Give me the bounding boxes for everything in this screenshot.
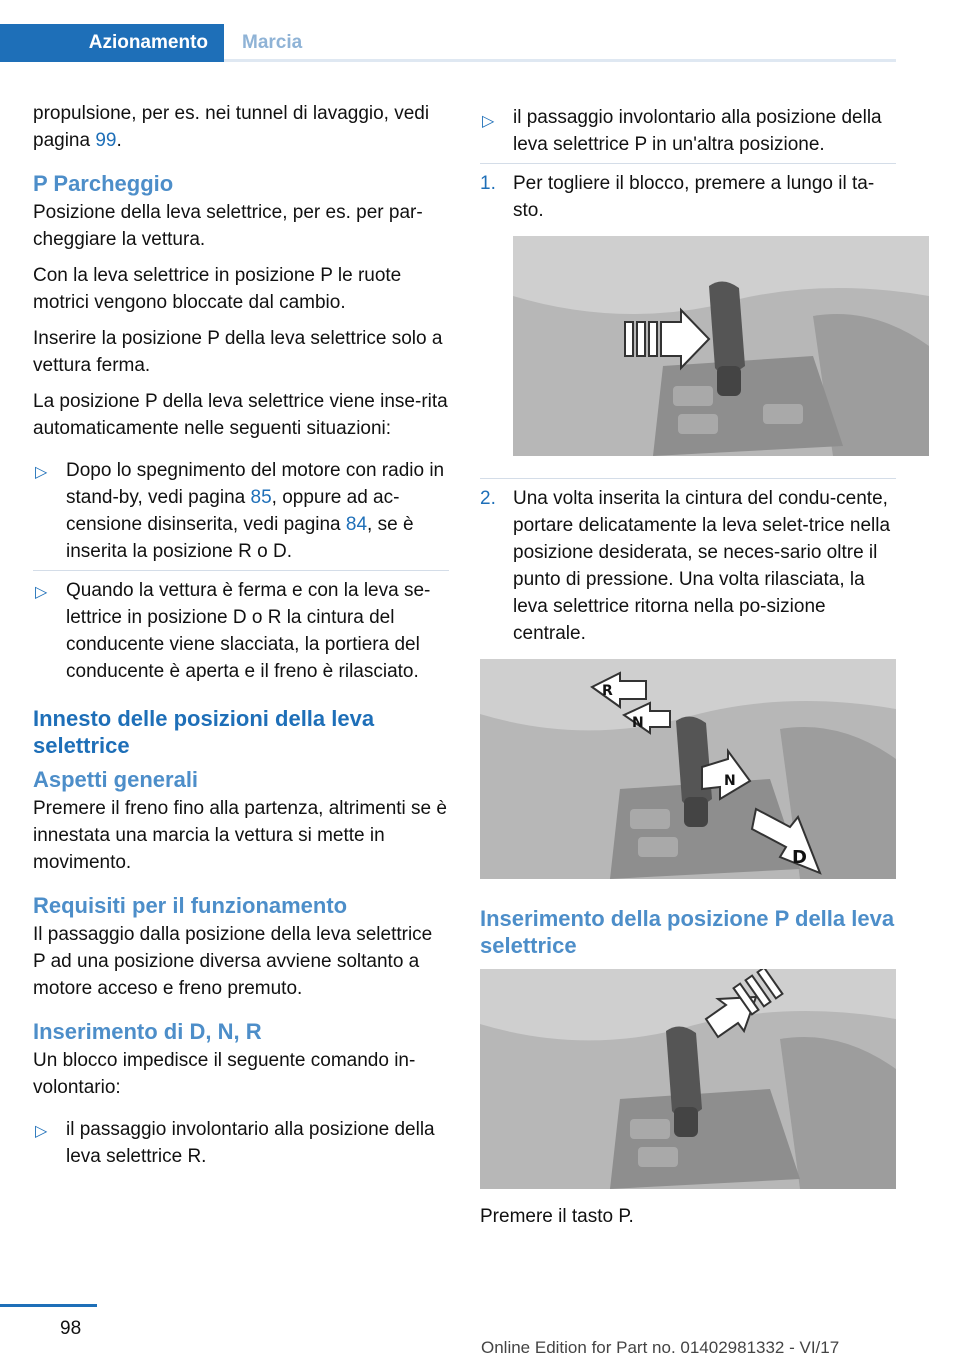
triangle-bullet-icon: ▷ bbox=[35, 1123, 48, 1140]
list-item: ▷ il passaggio involontario alla posizione della leva selettrice P in un'altra posizione. bbox=[482, 107, 882, 155]
steps-list bbox=[480, 163, 896, 901]
step-number: 1. bbox=[480, 173, 496, 194]
page-link-84[interactable]: 84 bbox=[345, 514, 368, 535]
right-column bbox=[480, 100, 896, 1239]
position-r-label: R bbox=[602, 683, 613, 699]
list-item: ▷ Dopo lo spegnimento del motore con radio in stand-by, vedi pagina 85, oppure ad ac-censione disinserita, vedi pagina 84, se è inserita la posizione R o D. bbox=[35, 460, 445, 562]
page-header bbox=[0, 0, 960, 62]
position-n-bottom-label: N bbox=[724, 773, 736, 789]
footer-divider bbox=[0, 1304, 97, 1307]
page-link-99[interactable]: 99 bbox=[95, 130, 117, 151]
press-p-instruction: Premere il tasto P. bbox=[480, 1206, 634, 1227]
p-paragraph-2: Con la leva selettrice in posizione P le ruote motrici vengono bloccate dal cambio. bbox=[33, 265, 402, 313]
p-button-figure bbox=[480, 969, 896, 1189]
triangle-bullet-icon: ▷ bbox=[35, 464, 48, 481]
tab-marcia[interactable]: Marcia bbox=[242, 32, 303, 53]
tab-azionamento[interactable]: Azionamento bbox=[0, 24, 224, 62]
p-paragraph-4: La posizione P della leva selettrice viene inse-rita automaticamente nelle seguenti situazioni: bbox=[33, 391, 448, 439]
section-heading: Innesto delle posizioni della leva selettrice bbox=[33, 706, 375, 758]
dnr-heading: Inserimento di D, N, R bbox=[33, 1019, 262, 1044]
list-item: ▷ il passaggio involontario alla posizione della leva selettrice R. bbox=[35, 1119, 435, 1167]
step-number: 2. bbox=[480, 488, 496, 509]
page-link-85[interactable]: 85 bbox=[250, 487, 272, 508]
block-list-right bbox=[480, 100, 896, 163]
p-paragraph-3: Inserire la posizione P della leva selettrice solo a vettura ferma. bbox=[33, 328, 443, 376]
requirements-heading: Requisiti per il funzionamento bbox=[33, 893, 348, 918]
auto-p-list bbox=[33, 451, 449, 690]
gear-lever-unlock-figure bbox=[513, 236, 929, 456]
general-heading: Aspetti generali bbox=[33, 767, 199, 792]
edition-text: Online Edition for Part no. 01402981332 - VI/17 bbox=[481, 1338, 840, 1357]
p-insert-heading: Inserimento della posizione P della leva selettrice bbox=[480, 906, 895, 958]
dnr-paragraph: Un blocco impedisce il seguente comando in-volontario: bbox=[33, 1050, 416, 1098]
p-paragraph-1: Posizione della leva selettrice, per es. per par-cheggiare la vettura. bbox=[33, 202, 423, 250]
page-number: 98 bbox=[60, 1318, 82, 1339]
header-divider bbox=[224, 59, 896, 62]
block-list-left bbox=[33, 1110, 449, 1175]
p-parking-heading: P Parcheggio bbox=[33, 171, 174, 196]
triangle-bullet-icon: ▷ bbox=[482, 113, 495, 130]
general-paragraph: Premere il freno fino alla partenza, altrimenti se è innestata una marcia la vettura si mette in movimento. bbox=[33, 798, 447, 873]
left-column bbox=[33, 100, 449, 1181]
gear-lever-positions-figure bbox=[480, 659, 896, 879]
list-item: ▷ Quando la vettura è ferma e con la leva se-lettrice in posizione D o R la cintura del conducente viene slacciata, la portiera del conducente è aperta e il freno è rilasciato. bbox=[33, 570, 449, 690]
requirements-paragraph: Il passaggio dalla posizione della leva selettrice P ad una posizione diversa avviene soltanto a motore acceso e freno premuto. bbox=[33, 924, 433, 999]
position-n-top-label: N bbox=[632, 715, 644, 731]
step-item: 2. Una volta inserita la cintura del condu-cente, portare delicatamente la leva selet-trice nella posizione desiderata, se neces-sario oltre il punto di pressione. Una volta rilasciata, la leva selettrice ritorna nella po-sizione centrale. R N N D bbox=[480, 478, 896, 901]
step-item: 1. Per togliere il blocco, premere a lungo il ta-sto. bbox=[480, 163, 896, 478]
position-d-label: D bbox=[792, 847, 807, 868]
intro-paragraph: propulsione, per es. nei tunnel di lavaggio, vedi pagina 99. bbox=[33, 103, 430, 151]
triangle-bullet-icon: ▷ bbox=[35, 584, 48, 601]
